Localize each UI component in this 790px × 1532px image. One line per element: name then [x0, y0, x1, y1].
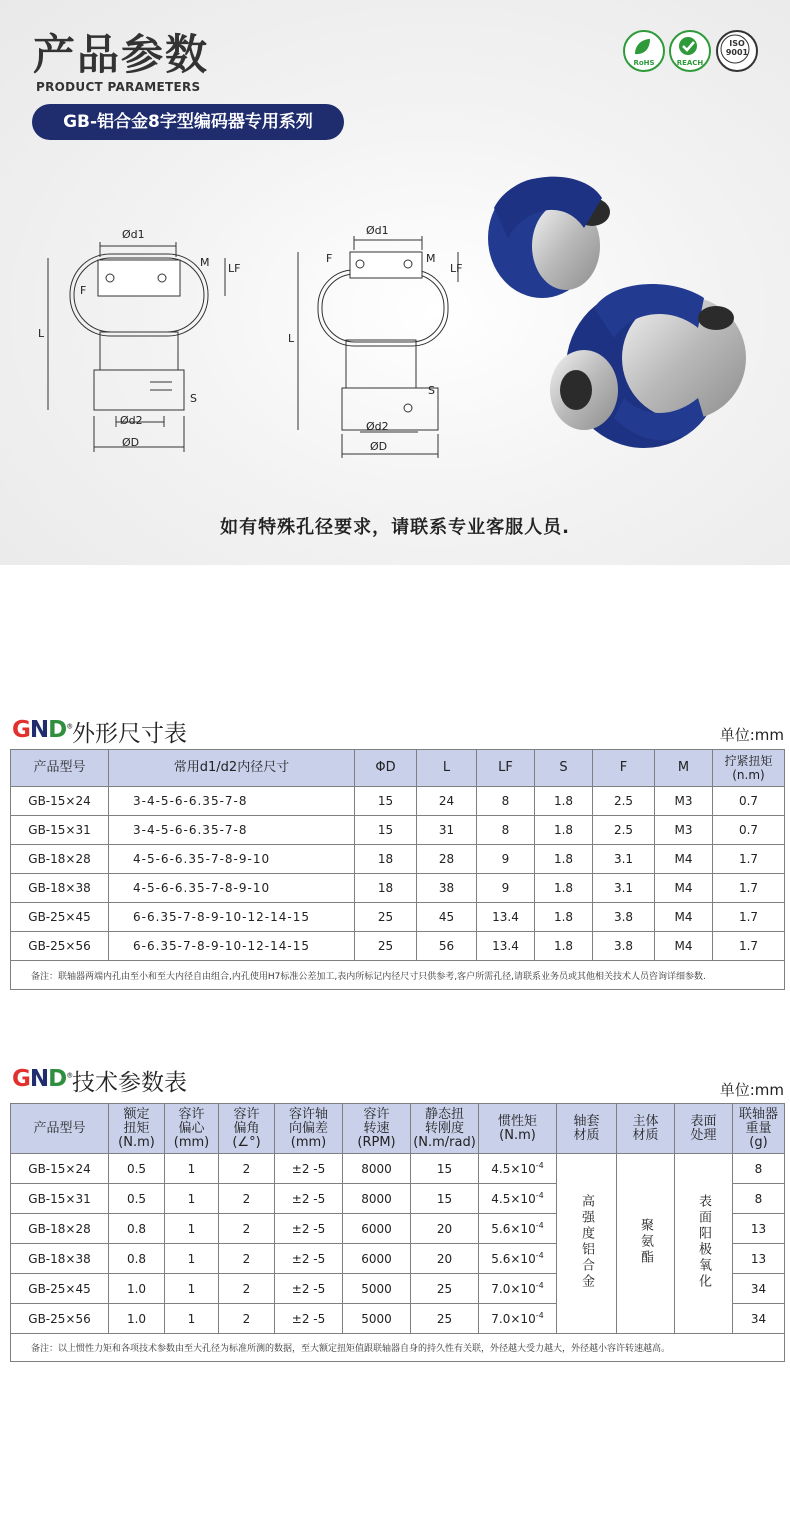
page-title: 产品参数: [33, 30, 210, 79]
inertia-cell: [479, 1244, 557, 1274]
page-subtitle: PRODUCT PARAMETERS: [36, 80, 201, 94]
value-cell: M3: [655, 816, 713, 845]
value-cell: 5000: [343, 1304, 411, 1334]
value-cell: 2: [219, 1214, 275, 1244]
bore-cell: 6-6.35-7-8-9-10-12-14-15: [109, 932, 355, 961]
dimensions-section-header: [12, 715, 782, 745]
technical-title: 技术参数表: [72, 1070, 187, 1096]
value-cell: M4: [655, 903, 713, 932]
table-row: [11, 787, 785, 816]
body-material-text: 聚氨酯: [638, 1218, 653, 1266]
weight-cell: 8: [733, 1184, 785, 1214]
value-cell: 1.7: [713, 932, 785, 961]
value-cell: M4: [655, 932, 713, 961]
technical-unit: 单位:mm: [719, 1081, 784, 1099]
value-cell: 15: [355, 816, 417, 845]
tcol-inertia: 惯性矩 (N.m): [479, 1104, 557, 1154]
col-bore: 常用d1/d2内径尺寸: [109, 750, 355, 787]
dimensions-note-row: [11, 961, 785, 990]
value-cell: 3.8: [593, 932, 655, 961]
label-L: L: [38, 327, 45, 340]
model-cell: GB-15×24: [11, 787, 109, 816]
label-d2: Ød2: [120, 414, 143, 427]
model-cell: GB-18×28: [11, 1214, 109, 1244]
technical-header-row: [11, 1104, 785, 1154]
label-F-b: F: [326, 252, 333, 265]
value-cell: 2: [219, 1184, 275, 1214]
inertia-value: 7.0×10: [491, 1312, 536, 1326]
model-cell: GB-18×28: [11, 845, 109, 874]
value-cell: 0.7: [713, 787, 785, 816]
label-LF-b: LF: [450, 262, 463, 275]
tcol-speed: 容许 转速 (RPM): [343, 1104, 411, 1154]
inertia-value: 7.0×10: [491, 1282, 536, 1296]
value-cell: 1: [165, 1304, 219, 1334]
value-cell: 8000: [343, 1184, 411, 1214]
tcol-body: 主体 材质: [617, 1104, 675, 1154]
hero-banner: [0, 0, 790, 565]
value-cell: 1.8: [535, 816, 593, 845]
col-model: 产品型号: [11, 750, 109, 787]
tcol-stiffness: 静态扭 转刚度 (N.m/rad): [411, 1104, 479, 1154]
value-cell: ±2 -5: [275, 1214, 343, 1244]
label-d1-b: Ød1: [366, 224, 389, 237]
value-cell: 28: [417, 845, 477, 874]
value-cell: ±2 -5: [275, 1274, 343, 1304]
value-cell: 1.7: [713, 874, 785, 903]
body-material-cell: [617, 1154, 675, 1334]
col-LF: LF: [477, 750, 535, 787]
sleeve-material-text: 高强度铝合金: [579, 1194, 594, 1290]
model-cell: GB-25×56: [11, 1304, 109, 1334]
iso-icon: [716, 30, 758, 72]
value-cell: 1.8: [535, 903, 593, 932]
label-L-b: L: [288, 332, 295, 345]
sleeve-material-cell: [557, 1154, 617, 1334]
inertia-value: 5.6×10: [491, 1252, 536, 1266]
model-cell: GB-15×24: [11, 1154, 109, 1184]
inertia-exponent: -4: [535, 1161, 544, 1170]
inertia-cell: [479, 1214, 557, 1244]
inertia-cell: [479, 1304, 557, 1334]
gnd-logo: GND®: [12, 717, 73, 743]
value-cell: 15: [355, 787, 417, 816]
bore-cell: 6-6.35-7-8-9-10-12-14-15: [109, 903, 355, 932]
table-row: [11, 874, 785, 903]
value-cell: 2.5: [593, 816, 655, 845]
bore-cell: 3-4-5-6-6.35-7-8: [109, 816, 355, 845]
table-row: [11, 1154, 785, 1184]
value-cell: ±2 -5: [275, 1244, 343, 1274]
value-cell: 1.8: [535, 932, 593, 961]
col-D: ΦD: [355, 750, 417, 787]
tcol-eccentric: 容许 偏心 (mm): [165, 1104, 219, 1154]
value-cell: 2.5: [593, 787, 655, 816]
inertia-exponent: -4: [535, 1281, 544, 1290]
value-cell: 56: [417, 932, 477, 961]
label-M-b: M: [426, 252, 436, 265]
label-D-b: ØD: [370, 440, 388, 453]
weight-cell: 8: [733, 1154, 785, 1184]
value-cell: 18: [355, 874, 417, 903]
dimensions-body: [11, 787, 785, 961]
value-cell: 2: [219, 1304, 275, 1334]
tcol-surface: 表面 处理: [675, 1104, 733, 1154]
value-cell: 15: [411, 1154, 479, 1184]
inertia-cell: [479, 1184, 557, 1214]
value-cell: 20: [411, 1244, 479, 1274]
value-cell: 1.8: [535, 874, 593, 903]
reach-label: REACH: [676, 59, 704, 67]
value-cell: 31: [417, 816, 477, 845]
value-cell: 1.7: [713, 903, 785, 932]
dimensions-unit: 单位:mm: [719, 726, 784, 744]
col-M: M: [655, 750, 713, 787]
rohs-label: RoHS: [633, 59, 655, 67]
value-cell: 8: [477, 787, 535, 816]
gnd-logo-2: GND®: [12, 1066, 73, 1092]
inertia-exponent: -4: [535, 1221, 544, 1230]
custom-bore-notice: 如有特殊孔径要求，请联系专业客服人员.: [220, 517, 570, 538]
value-cell: 13.4: [477, 932, 535, 961]
col-F: F: [593, 750, 655, 787]
surface-treatment-text: 表面阳极氧化: [696, 1194, 711, 1290]
inertia-cell: [479, 1154, 557, 1184]
value-cell: 25: [355, 932, 417, 961]
value-cell: 0.5: [109, 1184, 165, 1214]
value-cell: 8000: [343, 1154, 411, 1184]
tcol-axial: 容许轴 向偏差 (mm): [275, 1104, 343, 1154]
technical-table: [10, 1103, 785, 1362]
col-S: S: [535, 750, 593, 787]
rohs-icon: [623, 30, 665, 72]
inertia-cell: [479, 1274, 557, 1304]
model-cell: GB-15×31: [11, 816, 109, 845]
value-cell: 3.8: [593, 903, 655, 932]
label-LF: LF: [228, 262, 241, 275]
technical-note: 备注：以上惯性力矩和各项技术参数由至大孔径为标准所测的数据，至大额定扭矩值跟联轴器自身的持久性有关联，外径越大受力越大，外径越小容许转速越高。: [11, 1334, 785, 1362]
technical-note-row: [11, 1334, 785, 1362]
dimensions-note: 备注：联轴器两端内孔由至小和至大内径自由组合,内孔使用H7标准公差加工,表内所标记内径尺寸只供参考,客户所需孔径,请联系业务员或其他相关技术人员咨询详细参数.: [11, 961, 785, 990]
value-cell: 9: [477, 845, 535, 874]
inertia-value: 4.5×10: [491, 1192, 536, 1206]
value-cell: 1: [165, 1274, 219, 1304]
value-cell: 1.0: [109, 1304, 165, 1334]
value-cell: 1: [165, 1154, 219, 1184]
value-cell: ±2 -5: [275, 1154, 343, 1184]
model-cell: GB-25×45: [11, 903, 109, 932]
value-cell: 25: [411, 1304, 479, 1334]
value-cell: 8: [477, 816, 535, 845]
value-cell: 3.1: [593, 874, 655, 903]
label-F: F: [80, 284, 87, 297]
value-cell: 1.0: [109, 1274, 165, 1304]
weight-cell: 34: [733, 1304, 785, 1334]
value-cell: 1: [165, 1244, 219, 1274]
label-S: S: [190, 392, 197, 405]
value-cell: 25: [355, 903, 417, 932]
value-cell: 2: [219, 1154, 275, 1184]
value-cell: M4: [655, 874, 713, 903]
value-cell: 1.7: [713, 845, 785, 874]
value-cell: 3.1: [593, 845, 655, 874]
value-cell: 24: [417, 787, 477, 816]
value-cell: 1: [165, 1184, 219, 1214]
value-cell: ±2 -5: [275, 1304, 343, 1334]
col-L: L: [417, 750, 477, 787]
value-cell: ±2 -5: [275, 1184, 343, 1214]
value-cell: 0.8: [109, 1214, 165, 1244]
coupling-photo: [484, 168, 774, 468]
iso-label: ISO 9001: [725, 39, 749, 57]
reach-icon: [669, 30, 711, 72]
inertia-value: 5.6×10: [491, 1222, 536, 1236]
inertia-exponent: -4: [535, 1191, 544, 1200]
inertia-exponent: -4: [535, 1311, 544, 1320]
technical-section-header: [12, 1064, 782, 1094]
value-cell: 0.8: [109, 1244, 165, 1274]
technical-body: [11, 1154, 785, 1334]
value-cell: 5000: [343, 1274, 411, 1304]
value-cell: M4: [655, 845, 713, 874]
tcol-model: 产品型号: [11, 1104, 109, 1154]
model-cell: GB-25×45: [11, 1274, 109, 1304]
value-cell: 1.8: [535, 787, 593, 816]
tcol-weight: 联轴器 重量 (g): [733, 1104, 785, 1154]
inertia-value: 4.5×10: [491, 1162, 536, 1176]
label-D: ØD: [122, 436, 140, 449]
value-cell: 20: [411, 1214, 479, 1244]
value-cell: M3: [655, 787, 713, 816]
value-cell: 18: [355, 845, 417, 874]
value-cell: 15: [411, 1184, 479, 1214]
series-badge: GB-铝合金8字型编码器专用系列: [32, 104, 344, 140]
value-cell: 1.8: [535, 845, 593, 874]
label-M: M: [200, 256, 210, 269]
weight-cell: 13: [733, 1214, 785, 1244]
value-cell: 2: [219, 1244, 275, 1274]
label-d2-b: Ød2: [366, 420, 389, 433]
model-cell: GB-18×38: [11, 1244, 109, 1274]
weight-cell: 13: [733, 1244, 785, 1274]
model-cell: GB-18×38: [11, 874, 109, 903]
dimensions-header-row: [11, 750, 785, 787]
tcol-rated-torque: 额定 扭矩 (N.m): [109, 1104, 165, 1154]
table-row: [11, 816, 785, 845]
value-cell: 1: [165, 1214, 219, 1244]
dimensions-title: 外形尺寸表: [72, 721, 187, 747]
value-cell: 6000: [343, 1244, 411, 1274]
weight-cell: 34: [733, 1274, 785, 1304]
tcol-sleeve: 轴套 材质: [557, 1104, 617, 1154]
tcol-angle: 容许 偏角 (∠°): [219, 1104, 275, 1154]
value-cell: 45: [417, 903, 477, 932]
value-cell: 38: [417, 874, 477, 903]
inertia-exponent: -4: [535, 1251, 544, 1260]
model-cell: GB-15×31: [11, 1184, 109, 1214]
value-cell: 25: [411, 1274, 479, 1304]
bore-cell: 4-5-6-6.35-7-8-9-10: [109, 845, 355, 874]
model-cell: GB-25×56: [11, 932, 109, 961]
table-row: [11, 932, 785, 961]
value-cell: 9: [477, 874, 535, 903]
table-row: [11, 845, 785, 874]
value-cell: 2: [219, 1274, 275, 1304]
bore-cell: 4-5-6-6.35-7-8-9-10: [109, 874, 355, 903]
value-cell: 6000: [343, 1214, 411, 1244]
value-cell: 0.5: [109, 1154, 165, 1184]
surface-treatment-cell: [675, 1154, 733, 1334]
bore-cell: 3-4-5-6-6.35-7-8: [109, 787, 355, 816]
value-cell: 0.7: [713, 816, 785, 845]
technical-drawing: [30, 222, 490, 462]
dimensions-table: [10, 749, 785, 990]
col-torque: 拧紧扭矩 (n.m): [713, 750, 785, 787]
label-d1: Ød1: [122, 228, 145, 241]
table-row: [11, 903, 785, 932]
value-cell: 13.4: [477, 903, 535, 932]
label-S-b: S: [428, 384, 435, 397]
